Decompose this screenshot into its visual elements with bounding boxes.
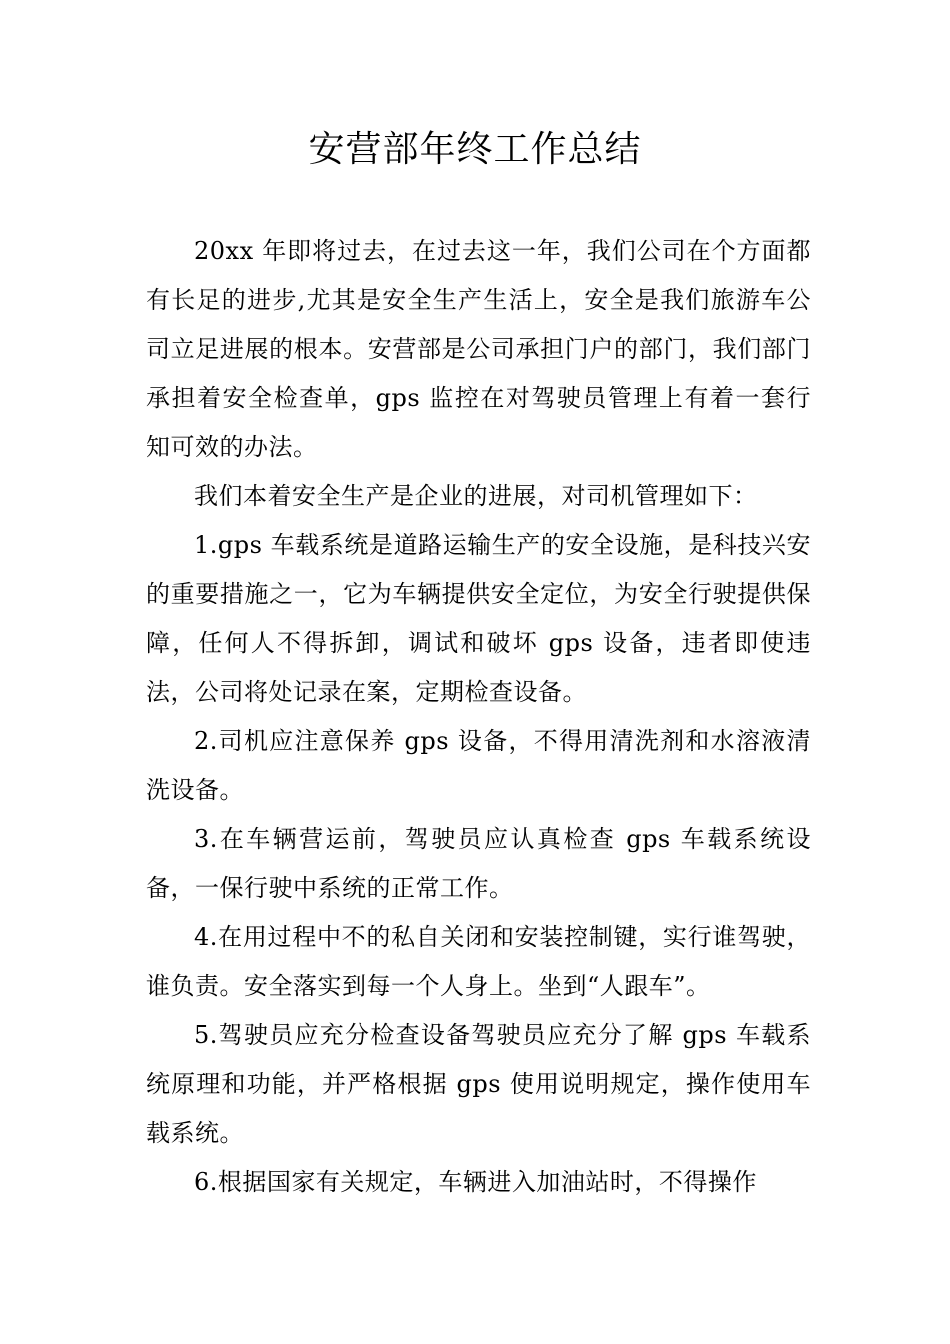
paragraph-management-lead: 我们本着安全生产是企业的进展，对司机管理如下： bbox=[194, 482, 758, 510]
paragraph-item-3: 3.在车辆营运前，驾驶员应认真检查 gps 车载系统设备，一保行驶中系统的正常工作。 bbox=[146, 825, 811, 902]
paragraph-item-1: 1.gps 车载系统是道路运输生产的安全设施，是科技兴安的重要措施之一，它为车辆提供安全定位，为安全行驶提供保障，任何人不得拆卸，调试和破坏 gps 设备，违者即使违法，公司将处记录在案，定期检查设备。 bbox=[146, 531, 811, 706]
paragraph-intro: 20xx 年即将过去，在过去这一年，我们公司在个方面都有长足的进步,尤其是安全生产生活上，安全是我们旅游车公司立足进展的根本。安营部是公司承担门户的部门，我们部门承担着安全检查单，gps 监控在对驾驶员管理上有着一套行知可效的办法。 bbox=[146, 237, 811, 461]
paragraph-item-6: 6.根据国家有关规定，车辆进入加油站时，不得操作 bbox=[194, 1168, 757, 1196]
document-title: 安营部年终工作总结 bbox=[308, 129, 642, 170]
paragraph-item-5: 5.驾驶员应充分检查设备驾驶员应充分了解 gps 车载系统原理和功能，并严格根据 gps 使用说明规定，操作使用车载系统。 bbox=[146, 1021, 811, 1147]
paragraph-item-2: 2.司机应注意保养 gps 设备，不得用清洗剂和水溶液清洗设备。 bbox=[146, 727, 811, 804]
paragraph-item-4: 4.在用过程中不的私自关闭和安装控制键，实行谁驾驶，谁负责。安全落实到每一个人身上。坐到“人跟车”。 bbox=[146, 923, 811, 1000]
document-body bbox=[146, 227, 811, 1207]
